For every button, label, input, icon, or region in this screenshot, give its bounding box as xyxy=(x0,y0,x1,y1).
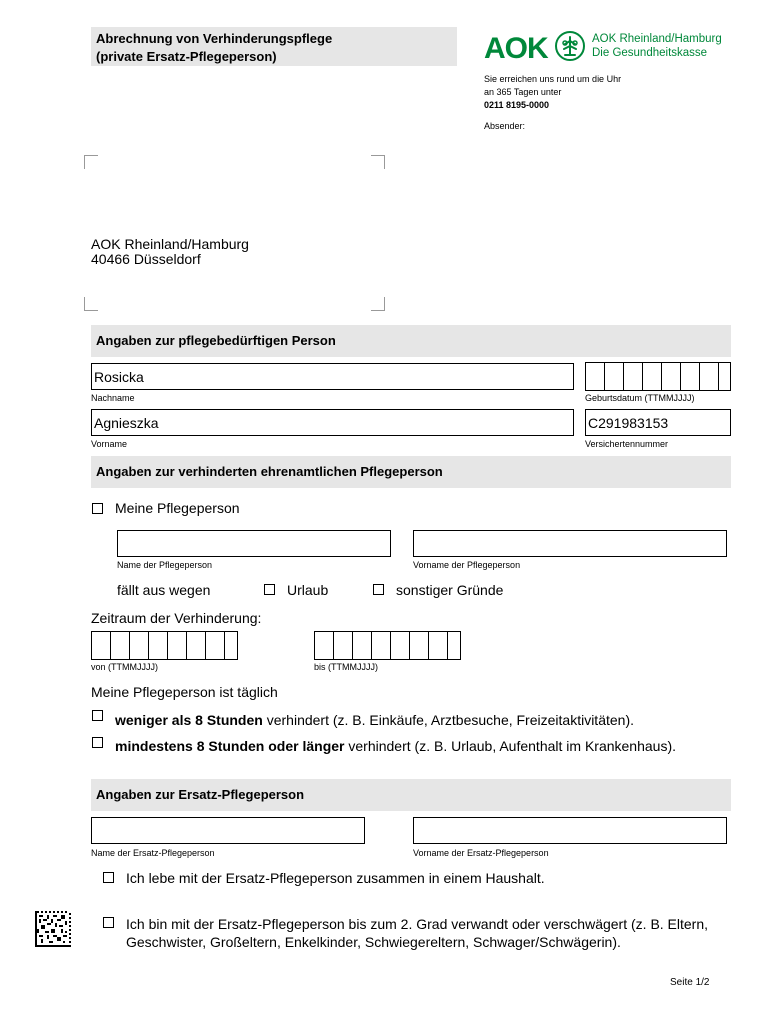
haushalt-checkbox[interactable] xyxy=(103,872,114,883)
name-pflegeperson-label: Name der Pflegeperson xyxy=(117,560,213,570)
weniger-8-stunden-checkbox[interactable] xyxy=(92,710,103,721)
vorname-ersatz-pflegeperson-field[interactable] xyxy=(413,817,727,844)
urlaub-checkbox[interactable] xyxy=(264,584,275,595)
aok-tree-icon xyxy=(554,30,586,67)
mindestens-8-stunden-rest: verhindert (z. B. Urlaub, Aufenthalt im Krankenhaus). xyxy=(344,738,676,754)
name-ersatz-pflegeperson-field[interactable] xyxy=(91,817,365,844)
weniger-8-stunden-bold: weniger als 8 Stunden xyxy=(115,712,263,728)
aok-logo-text: AOK xyxy=(484,31,548,65)
verwandt-label xyxy=(126,915,708,951)
meine-pflegeperson-checkbox[interactable] xyxy=(92,503,103,514)
contact-line2: an 365 Tagen unter xyxy=(484,87,562,97)
haushalt-label: Ich lebe mit der Ersatz-Pflegeperson zusammen in einem Haushalt. xyxy=(126,870,545,886)
window-corner-bl xyxy=(84,297,98,311)
vorname-pflegeperson-field[interactable] xyxy=(413,530,727,557)
section-verhinderte-pflegeperson: Angaben zur verhinderten ehrenamtlichen Pflegeperson xyxy=(91,456,731,488)
address-line2: 40466 Düsseldorf xyxy=(91,251,201,267)
sonstige-gruende-checkbox[interactable] xyxy=(373,584,384,595)
urlaub-label: Urlaub xyxy=(287,582,329,598)
verwandt-line1: Ich bin mit der Ersatz-Pflegeperson bis zum 2. Grad verwandt oder verschwägert (z. B. Eltern, xyxy=(126,916,709,932)
versichertennummer-value: C291983153 xyxy=(588,415,669,431)
zeitraum-label: Zeitraum der Verhinderung: xyxy=(91,610,262,626)
weniger-8-stunden-rest: verhindert (z. B. Einkäufe, Arztbesuche, Freizeitaktivitäten). xyxy=(262,712,634,728)
sender-label: Absender: xyxy=(484,121,526,131)
window-corner-tr xyxy=(371,155,385,169)
sonstige-gruende-label: sonstiger Gründe xyxy=(396,582,504,598)
versichertennummer-field[interactable] xyxy=(585,409,731,436)
name-ersatz-pflegeperson-label: Name der Ersatz-Pflegeperson xyxy=(91,848,215,858)
geburtsdatum-label: Geburtsdatum (TTMMJJJJ) xyxy=(585,393,695,403)
section-pflegebeduerftige-person: Angaben zur pflegebedürftigen Person xyxy=(91,325,731,357)
versichertennummer-label: Versichertennummer xyxy=(585,439,669,449)
von-datum-field[interactable] xyxy=(91,631,238,660)
vorname-field[interactable] xyxy=(91,409,574,436)
address-line1: AOK Rheinland/Hamburg xyxy=(91,236,249,252)
window-corner-br xyxy=(371,297,385,311)
bis-datum-field[interactable] xyxy=(314,631,461,660)
org-name-line1: AOK Rheinland/Hamburg xyxy=(592,33,722,45)
org-name-line2: Die Gesundheitskasse xyxy=(592,47,708,59)
von-datum-label: von (TTMMJJJJ) xyxy=(91,662,158,672)
geburtsdatum-field[interactable] xyxy=(585,362,731,391)
faellt-aus-label: fällt aus wegen xyxy=(117,582,211,598)
form-title xyxy=(91,27,457,66)
meine-pflegeperson-label: Meine Pflegeperson xyxy=(115,500,240,516)
bis-datum-label: bis (TTMMJJJJ) xyxy=(314,662,378,672)
name-pflegeperson-field[interactable] xyxy=(117,530,391,557)
section-ersatz-pflegeperson: Angaben zur Ersatz-Pflegeperson xyxy=(91,779,731,811)
weniger-8-stunden-label xyxy=(115,712,634,728)
datamatrix-code xyxy=(35,911,71,947)
verwandt-checkbox[interactable] xyxy=(103,917,114,928)
contact-phone: 0211 8195-0000 xyxy=(484,100,550,110)
mindestens-8-stunden-bold: mindestens 8 Stunden oder länger xyxy=(115,738,345,754)
verwandt-line2: Geschwister, Großeltern, Enkelkinder, Schwiegereltern, Schwager/Schwägerin). xyxy=(126,934,621,950)
nachname-field[interactable] xyxy=(91,363,574,390)
nachname-label: Nachname xyxy=(91,393,135,403)
window-corner-tl xyxy=(84,155,98,169)
org-name xyxy=(592,32,722,60)
contact-line1: Sie erreichen uns rund um die Uhr xyxy=(484,74,622,84)
vorname-pflegeperson-label: Vorname der Pflegeperson xyxy=(413,560,521,570)
taeglich-label: Meine Pflegeperson ist täglich xyxy=(91,684,278,700)
page-number: Seite 1/2 xyxy=(670,977,710,988)
nachname-value: Rosicka xyxy=(94,369,144,385)
vorname-label: Vorname xyxy=(91,439,128,449)
mindestens-8-stunden-checkbox[interactable] xyxy=(92,737,103,748)
vorname-ersatz-pflegeperson-label: Vorname der Ersatz-Pflegeperson xyxy=(413,848,549,858)
form-title-line2: (private Ersatz-Pflegeperson) xyxy=(96,49,277,64)
mindestens-8-stunden-label xyxy=(115,738,676,754)
aok-logo xyxy=(484,30,586,67)
form-title-line1: Abrechnung von Verhinderungspflege xyxy=(96,31,333,46)
contact-info xyxy=(484,73,621,112)
recipient-address xyxy=(91,237,249,267)
vorname-value: Agnieszka xyxy=(94,415,159,431)
